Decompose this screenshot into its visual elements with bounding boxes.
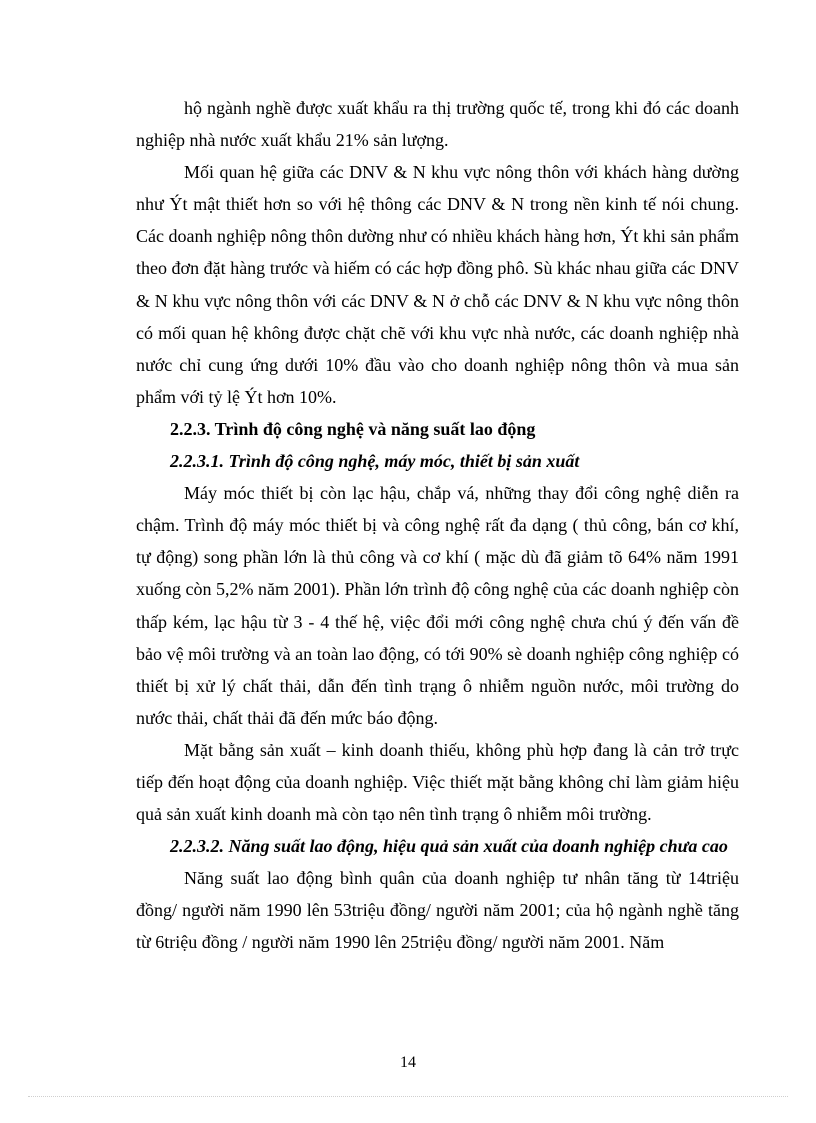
paragraph-customer-relations: Mối quan hệ giữa các DNV & N khu vực nông thôn với khách hàng dường như Ýt mật thiết hơn so với hệ thông các DNV & N trong nền kinh tế nói chung. Các doanh nghiệp nông thôn dường như có nhiều khách hàng hơn, Ýt khi sản phẩm theo đơn đặt hàng trước và hiếm có các hợp đồng phô. Sù khác nhau giữa các DNV & N khu vực nông thôn với các DNV & N ở chỗ các DNV & N khu vực nông thôn có mối quan hệ không được chặt chẽ với khu vực nhà nước, các doanh nghiệp nhà nước chỉ cung ứng dưới 10% đầu vào cho doanh nghiệp nông thôn và mua sản phẩm với tỷ lệ Ýt hơn 10%. [136, 162, 739, 407]
page-bottom-divider [28, 1096, 788, 1097]
page-number: 14 [400, 1054, 416, 1071]
heading-2-2-3-2: 2.2.3.2. Năng suất lao động, hiệu quả sản xuất của doanh nghiệp chưa cao [170, 836, 728, 857]
heading-2-2-3: 2.2.3. Trình độ công nghệ và năng suất lao động [170, 418, 536, 439]
paragraph-export-share: hộ ngành nghề được xuất khẩu ra thị trường quốc tế, trong khi đó các doanh nghiệp nhà nước xuất khẩu 21% sản lượng. [136, 98, 739, 151]
paragraph-technology-level: Máy móc thiết bị còn lạc hậu, chắp vá, những thay đổi công nghệ diễn ra chậm. Trình độ máy móc thiết bị và công nghệ rất đa dạng ( thủ công, bán cơ khí, tự động) song phần lớn là thủ công và cơ khí ( mặc dù đã giảm tõ 64% năm 1991 xuống còn 5,2% năm 2001). Phần lớn trình độ công nghệ của các doanh nghiệp còn thấp kém, lạc hậu từ 3 - 4 thế hệ, việc đổi mới công nghệ chưa chú ý đến vấn đề bảo vệ môi trường và an toàn lao động, có tới 90% sè doanh nghiệp công nghiệp có thiết bị xử lý chất thải, dẫn đến tình trạng ô nhiễm nguồn nước, môi trường do nước thải, chất thải đã đến mức báo động. [136, 483, 739, 728]
heading-2-2-3-1: 2.2.3.1. Trình độ công nghệ, máy móc, thiết bị sản xuất [170, 451, 580, 472]
paragraph-production-space: Mặt bằng sản xuất – kinh doanh thiếu, không phù hợp đang là cản trở trực tiếp đến hoạt động của doanh nghiệp. Việc thiết mặt bằng không chỉ làm giảm hiệu quả sản xuất kinh doanh mà còn tạo nên tình trạng ô nhiễm môi trường. [136, 739, 739, 825]
page-body [136, 92, 739, 959]
paragraph-labor-productivity: Năng suất lao động bình quân của doanh nghiệp tư nhân tăng từ 14triệu đồng/ người năm 1990 lên 53triệu đồng/ người năm 2001; của hộ ngành nghề tăng từ 6triệu đồng / người năm 1990 lên 25triệu đồng/ người năm 2001. Năm [136, 868, 739, 953]
